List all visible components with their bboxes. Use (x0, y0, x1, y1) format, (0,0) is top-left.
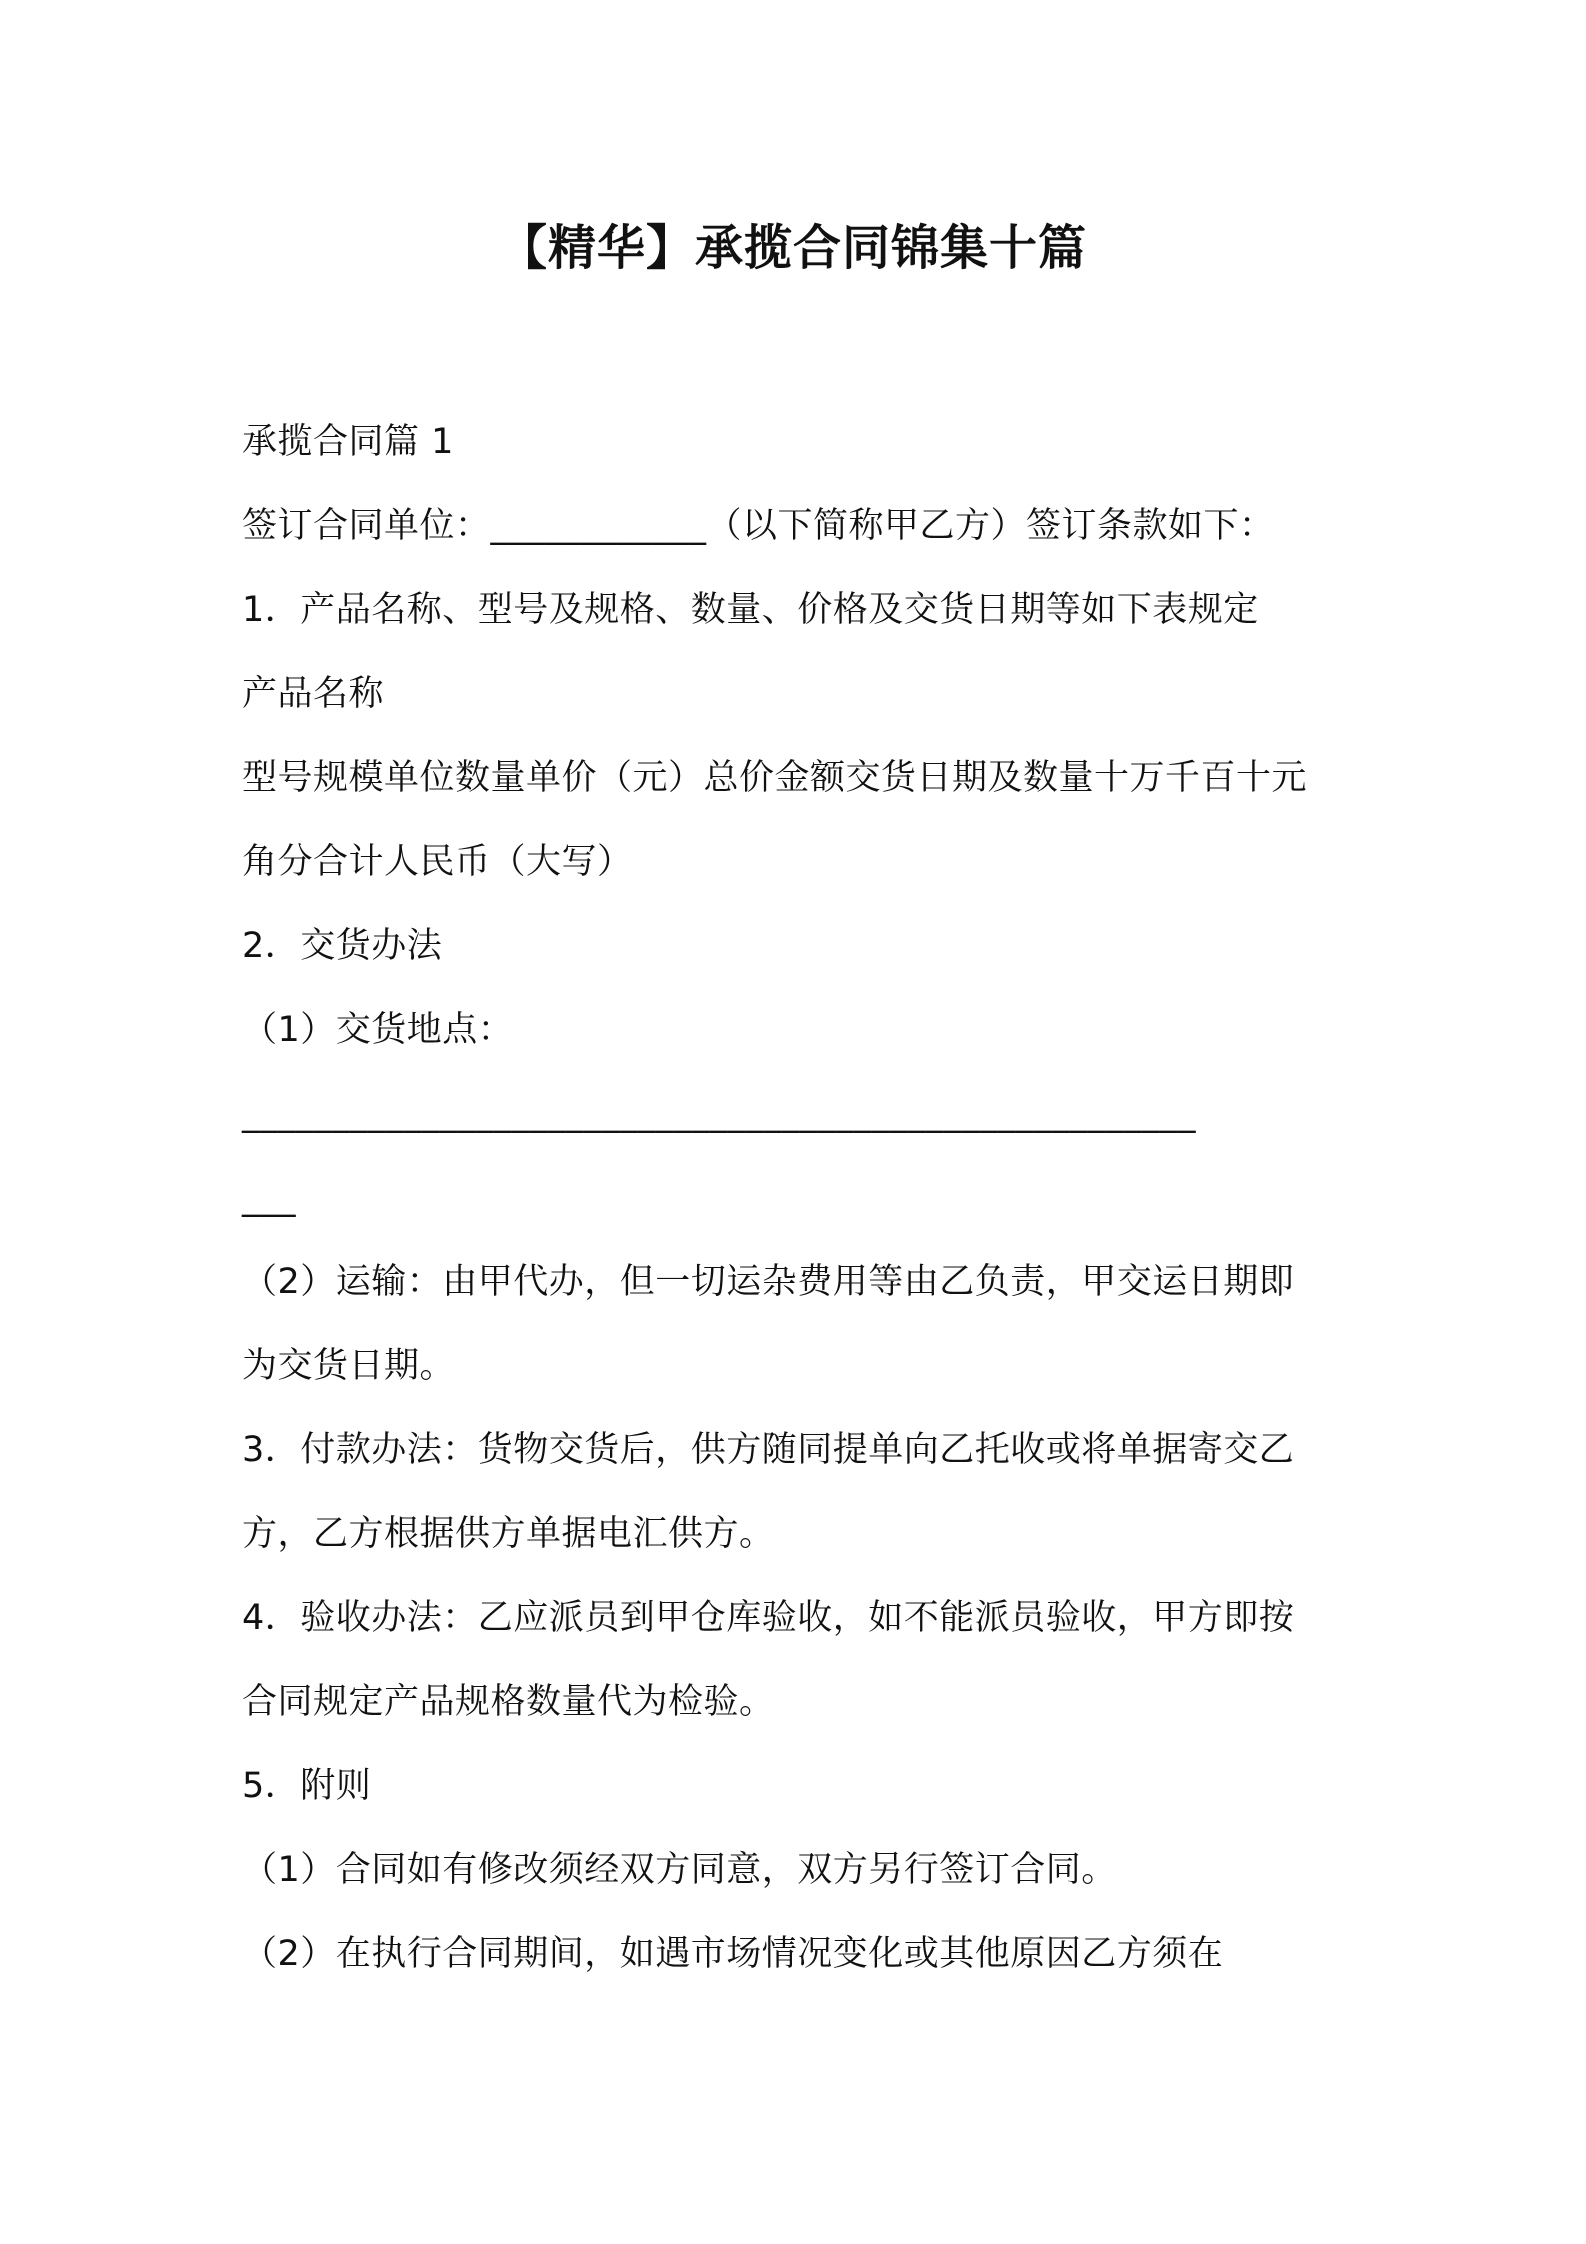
paragraph-line: （2）在执行合同期间，如遇市场情况变化或其他原因乙方须在 (242, 1934, 1224, 1974)
paragraph-line: 1．产品名称、型号及规格、数量、价格及交货日期等如下表规定 (242, 590, 1259, 630)
paragraph-line: 签订合同单位：____________（以下简称甲乙方）签订条款如下： (242, 506, 1275, 546)
paragraph-line: （2）运输：由甲代办，但一切运杂费用等由乙负责，甲交运日期即 (242, 1262, 1295, 1302)
paragraph-line: 为交货日期。 (242, 1346, 456, 1386)
paragraph-line: 型号规模单位数量单价（元）总价金额交货日期及数量十万千百十元 (242, 758, 1308, 798)
paragraph-line: （1）交货地点： (242, 1010, 514, 1050)
paragraph-line: 方，乙方根据供方单据电汇供方。 (242, 1514, 775, 1554)
paragraph-line: （1）合同如有修改须经双方同意，双方另行签订合同。 (242, 1850, 1117, 1890)
paragraph-line: 5．附则 (242, 1766, 372, 1806)
paragraph-line: 3．付款办法：货物交货后，供方随同提单向乙托收或将单据寄交乙 (242, 1430, 1295, 1470)
section-heading: 承揽合同篇 1 (242, 422, 454, 462)
paragraph-line: 2．交货办法 (242, 926, 443, 966)
document-body (242, 400, 1362, 1996)
paragraph-line: 角分合计人民币（大写） (242, 842, 633, 882)
paragraph-line: 4．验收办法：乙应派员到甲仓库验收，如不能派员验收，甲方即按 (242, 1598, 1295, 1638)
blank-fill-line: ___ (242, 1178, 296, 1218)
blank-fill-line: _____________________________________________________ (242, 1094, 1196, 1134)
paragraph-line: 产品名称 (242, 674, 385, 714)
document-title: 【精华】承揽合同锦集十篇 (498, 220, 1087, 276)
paragraph-line: 合同规定产品规格数量代为检验。 (242, 1682, 775, 1722)
